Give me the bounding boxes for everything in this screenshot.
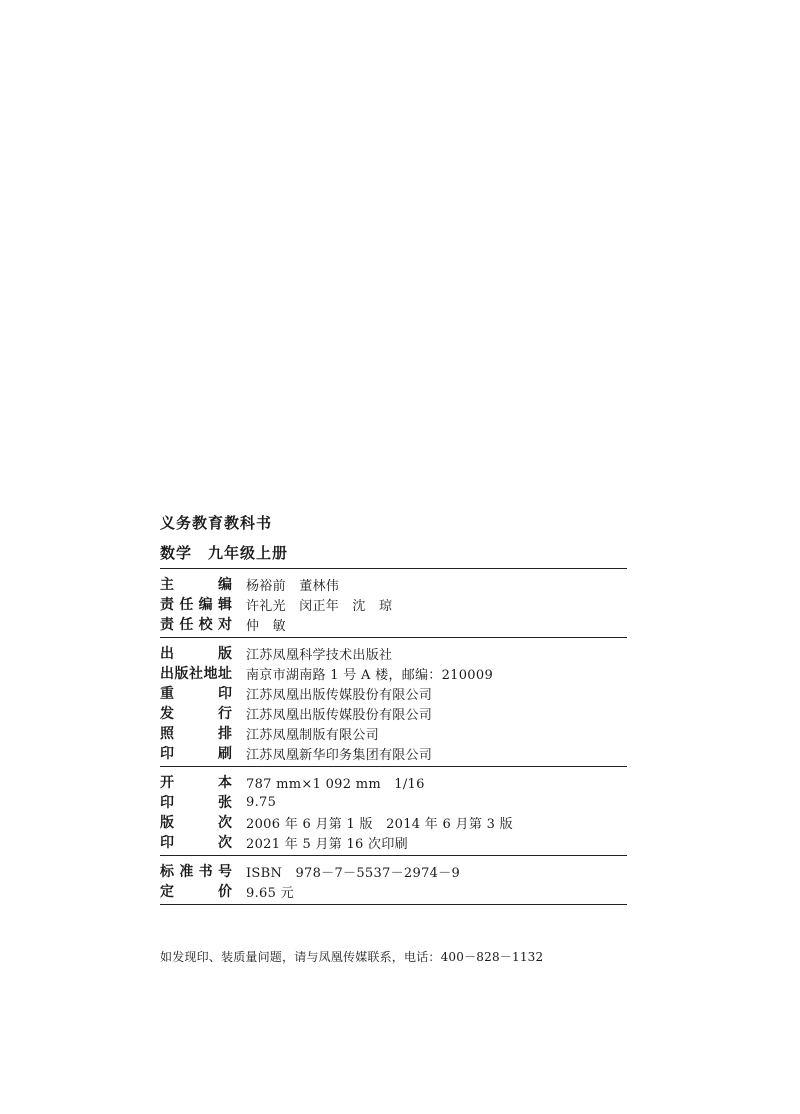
credit-row	[160, 772, 627, 792]
credit-label: 责任校对	[160, 617, 232, 633]
credit-value: 杨裕前 董林伟	[246, 578, 340, 594]
credit-value: ISBN 978－7－5537－2974－9	[246, 865, 461, 881]
credit-row	[160, 574, 627, 594]
credit-row	[160, 812, 627, 832]
credit-row	[160, 614, 627, 634]
format-group	[160, 767, 627, 855]
isbn-group	[160, 856, 627, 904]
book-title: 数学 九年级上册	[160, 544, 289, 562]
colophon-block	[160, 508, 627, 905]
credit-row	[160, 792, 627, 812]
quality-contact-note: 如发现印、装质量问题，请与凤凰传媒联系，电话：400－828－1132	[160, 950, 544, 964]
credit-label: 印刷	[160, 746, 232, 762]
credit-row	[160, 881, 627, 901]
credit-label: 责任编辑	[160, 597, 232, 613]
divider	[160, 904, 627, 905]
credit-row	[160, 594, 627, 614]
credit-value: 许礼光 闵正年 沈 琼	[246, 598, 393, 614]
publishing-group	[160, 638, 627, 766]
credit-row	[160, 723, 627, 743]
credit-row	[160, 683, 627, 703]
credit-label: 印张	[160, 795, 232, 811]
credits-list	[160, 569, 627, 905]
credit-row	[160, 832, 627, 852]
credit-label: 版次	[160, 815, 232, 831]
credit-value: 2006 年 6 月第 1 版 2014 年 6 月第 3 版	[246, 816, 513, 832]
credit-label: 照排	[160, 726, 232, 742]
credit-label: 主编	[160, 577, 232, 593]
credit-label: 出版社地址	[160, 666, 232, 682]
credit-label: 定价	[160, 884, 232, 900]
credit-value: 787 mm×1 092 mm 1/16	[246, 776, 425, 792]
credit-label: 开本	[160, 775, 232, 791]
credit-value: 9.65 元	[246, 885, 294, 901]
credit-label: 出版	[160, 646, 232, 662]
credit-row	[160, 703, 627, 723]
editors-group	[160, 569, 627, 637]
credit-label: 发行	[160, 706, 232, 722]
credit-label: 重印	[160, 686, 232, 702]
credit-value: 江苏凤凰出版传媒股份有限公司	[246, 707, 433, 723]
credit-value: 江苏凤凰科学技术出版社	[246, 647, 393, 663]
credit-row	[160, 861, 627, 881]
series-title: 义务教育教科书	[160, 514, 273, 532]
credit-value: 南京市湖南路 1 号 A 楼，邮编：210009	[246, 667, 494, 683]
credit-row	[160, 663, 627, 683]
credit-value: 江苏凤凰出版传媒股份有限公司	[246, 687, 433, 703]
credit-value: 江苏凤凰新华印务集团有限公司	[246, 747, 433, 763]
credit-value: 仲 敏	[246, 618, 286, 634]
credit-row	[160, 643, 627, 663]
credit-label: 印次	[160, 835, 232, 851]
credit-value: 9.75	[246, 794, 277, 810]
credit-value: 2021 年 5 月第 16 次印刷	[246, 836, 408, 852]
credit-row	[160, 743, 627, 763]
credit-label: 标准书号	[160, 864, 232, 880]
credit-value: 江苏凤凰制版有限公司	[246, 727, 380, 743]
